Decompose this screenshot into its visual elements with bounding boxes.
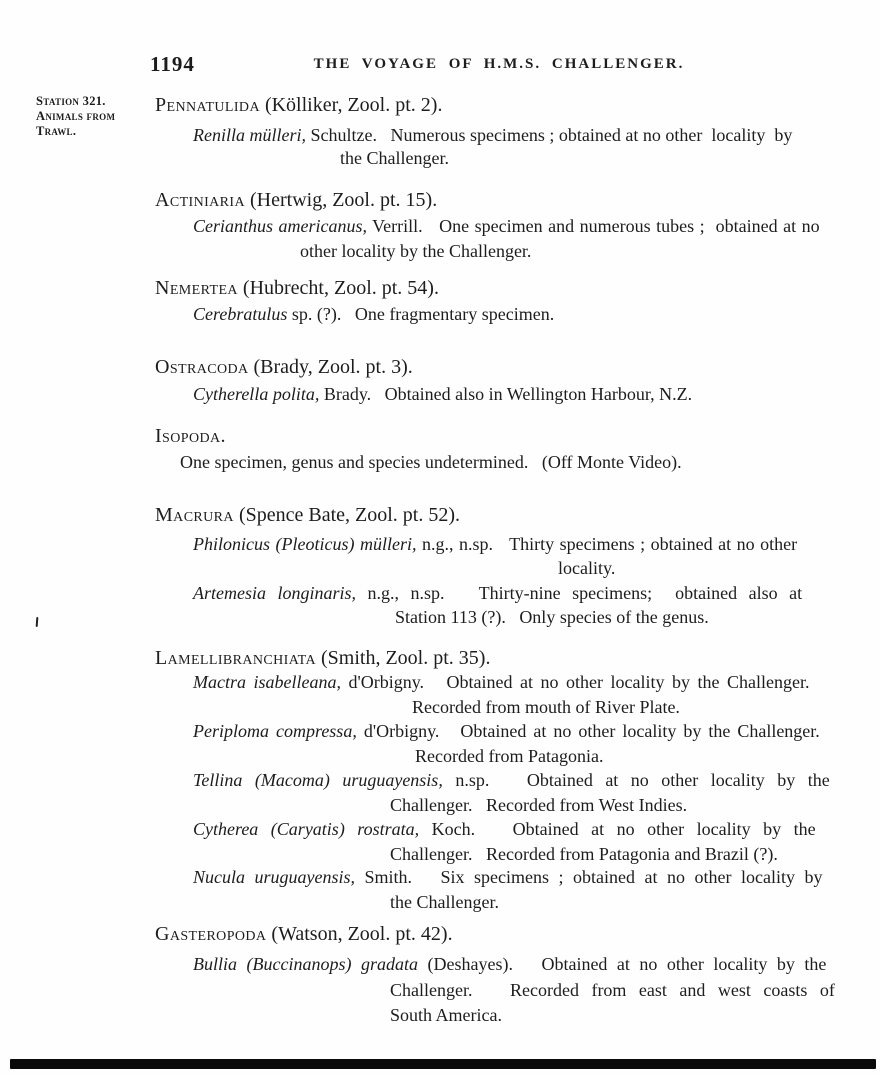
entry-continuation: Station 113 (?). Only species of the genus. bbox=[395, 607, 709, 627]
heading-caps: Nemertea bbox=[155, 277, 238, 299]
entry-mactra-isabelleana bbox=[193, 671, 809, 694]
page-number: 1194 bbox=[150, 52, 195, 76]
heading-caps: Lamellibranchiata bbox=[155, 647, 316, 669]
margin-note-trawl: Trawl. bbox=[36, 124, 77, 138]
entry-continuation: Challenger. Recorded from West Indies. bbox=[390, 795, 688, 815]
entry-text: Smith. Six specimens ; obtained at no other locality by bbox=[355, 867, 823, 887]
heading-detail: (Watson, Zool. pt. 42). bbox=[266, 923, 453, 945]
entry-cerebratulus bbox=[193, 303, 554, 326]
entry-text: Koch. Obtained at no other locality by the bbox=[419, 819, 816, 839]
section-heading-ostracoda bbox=[155, 355, 413, 380]
heading-caps: Ostracoda bbox=[155, 356, 249, 378]
entry-text: (Deshayes). Obtained at no other locality by the bbox=[417, 954, 827, 974]
entry-text: n.g., n.sp. Thirty-nine specimens; obtained also at bbox=[356, 583, 803, 603]
species-name: Cerianthus americanus, bbox=[193, 216, 367, 236]
entry-renilla-mulleri bbox=[193, 124, 792, 147]
entry-continuation: other locality by the Challenger. bbox=[300, 241, 532, 261]
margin-note bbox=[36, 94, 151, 139]
entry-text: Brady. Obtained also in Wellington Harbour, N.Z. bbox=[319, 384, 693, 404]
section-heading-isopoda bbox=[155, 424, 226, 449]
section-heading-lamellibranchiata bbox=[155, 646, 490, 671]
entry-text: sp. (?). One fragmentary specimen. bbox=[287, 304, 555, 324]
entry-cytherella-polita bbox=[193, 383, 692, 406]
running-title: THE VOYAGE OF H.M.S. CHALLENGER. bbox=[313, 56, 685, 72]
entry-continuation: Challenger. Recorded from Patagonia and Brazil (?). bbox=[390, 844, 778, 864]
heading-caps: Macrura bbox=[155, 504, 234, 526]
scan-artifact-bottom-bar bbox=[10, 1059, 876, 1069]
entry-cerianthus-americanus bbox=[193, 215, 820, 238]
species-name: Mactra isabelleana, bbox=[193, 672, 341, 692]
entry-continuation: the Challenger. bbox=[340, 148, 449, 168]
entry-continuation: Recorded from Patagonia. bbox=[415, 746, 604, 766]
entry-artemesia-longinaris bbox=[193, 582, 802, 605]
entry-continuation: the Challenger. bbox=[390, 892, 499, 912]
entry-nucula-uruguayensis bbox=[193, 866, 822, 889]
species-name: Cerebratulus bbox=[193, 304, 288, 324]
species-name: Periploma compressa, bbox=[193, 721, 357, 741]
margin-note-station: Station 321. bbox=[36, 94, 106, 108]
heading-detail: (Smith, Zool. pt. 35). bbox=[316, 647, 491, 669]
heading-detail: (Brady, Zool. pt. 3). bbox=[248, 356, 413, 378]
scan-artifact-tick bbox=[36, 617, 39, 627]
species-name: Cytherella polita, bbox=[193, 384, 320, 404]
heading-detail: (Hubrecht, Zool. pt. 54). bbox=[237, 277, 439, 299]
section-heading-actiniaria bbox=[155, 188, 437, 213]
section-heading-macrura bbox=[155, 503, 460, 528]
heading-detail: (Kölliker, Zool. pt. 2). bbox=[259, 94, 443, 116]
section-heading-gasteropoda bbox=[155, 922, 453, 947]
entry-continuation: Challenger. Recorded from east and west coasts of bbox=[390, 980, 835, 1000]
entry-continuation: locality. bbox=[558, 558, 616, 578]
entry-cytherea-rostrata bbox=[193, 818, 816, 841]
entry-bullia-gradata bbox=[193, 953, 826, 976]
section-heading-nemertea bbox=[155, 276, 439, 301]
margin-note-animals: Animals from bbox=[36, 109, 116, 123]
heading-detail: (Hertwig, Zool. pt. 15). bbox=[245, 189, 438, 211]
entry-text: n.g., n.sp. Thirty specimens ; obtained at no other bbox=[416, 534, 798, 554]
entry-tellina-uruguayensis bbox=[193, 769, 830, 792]
entry-continuation: Recorded from mouth of River Plate. bbox=[412, 697, 680, 717]
entry-text: n.sp. Obtained at no other locality by the bbox=[442, 770, 830, 790]
heading-caps: Gasteropoda bbox=[155, 923, 267, 945]
species-name: Artemesia longinaris, bbox=[193, 583, 356, 603]
heading-caps: Pennatulida bbox=[155, 94, 260, 116]
entry-text: Schultze. Numerous specimens ; obtained at no other locality by bbox=[305, 125, 793, 145]
species-name: Philonicus (Pleoticus) mülleri, bbox=[193, 534, 417, 554]
entry-text: d'Orbigny. Obtained at no other locality by the Challenger. bbox=[340, 672, 810, 692]
entry-periploma-compressa bbox=[193, 720, 820, 743]
species-name: Cytherea (Caryatis) rostrata, bbox=[193, 819, 420, 839]
species-name: Nucula uruguayensis, bbox=[193, 867, 355, 887]
species-name: Tellina (Macoma) uruguayensis, bbox=[193, 770, 443, 790]
species-name: Bullia (Buccinanops) gradata bbox=[193, 954, 418, 974]
section-heading-pennatulida bbox=[155, 93, 442, 118]
species-name: Renilla mülleri, bbox=[193, 125, 306, 145]
entry-isopoda-specimen: One specimen, genus and species undetermined. (Off Monte Video). bbox=[180, 452, 682, 472]
entry-philonicus-mulleri bbox=[193, 533, 797, 556]
heading-caps: Isopoda. bbox=[155, 425, 226, 447]
entry-continuation: South America. bbox=[390, 1005, 502, 1025]
heading-detail: (Spence Bate, Zool. pt. 52). bbox=[233, 504, 460, 526]
entry-text: Verrill. One specimen and numerous tubes ; obtained at no bbox=[367, 216, 820, 236]
heading-caps: Actiniaria bbox=[155, 189, 245, 211]
entry-text: d'Orbigny. Obtained at no other locality by the Challenger. bbox=[356, 721, 820, 741]
